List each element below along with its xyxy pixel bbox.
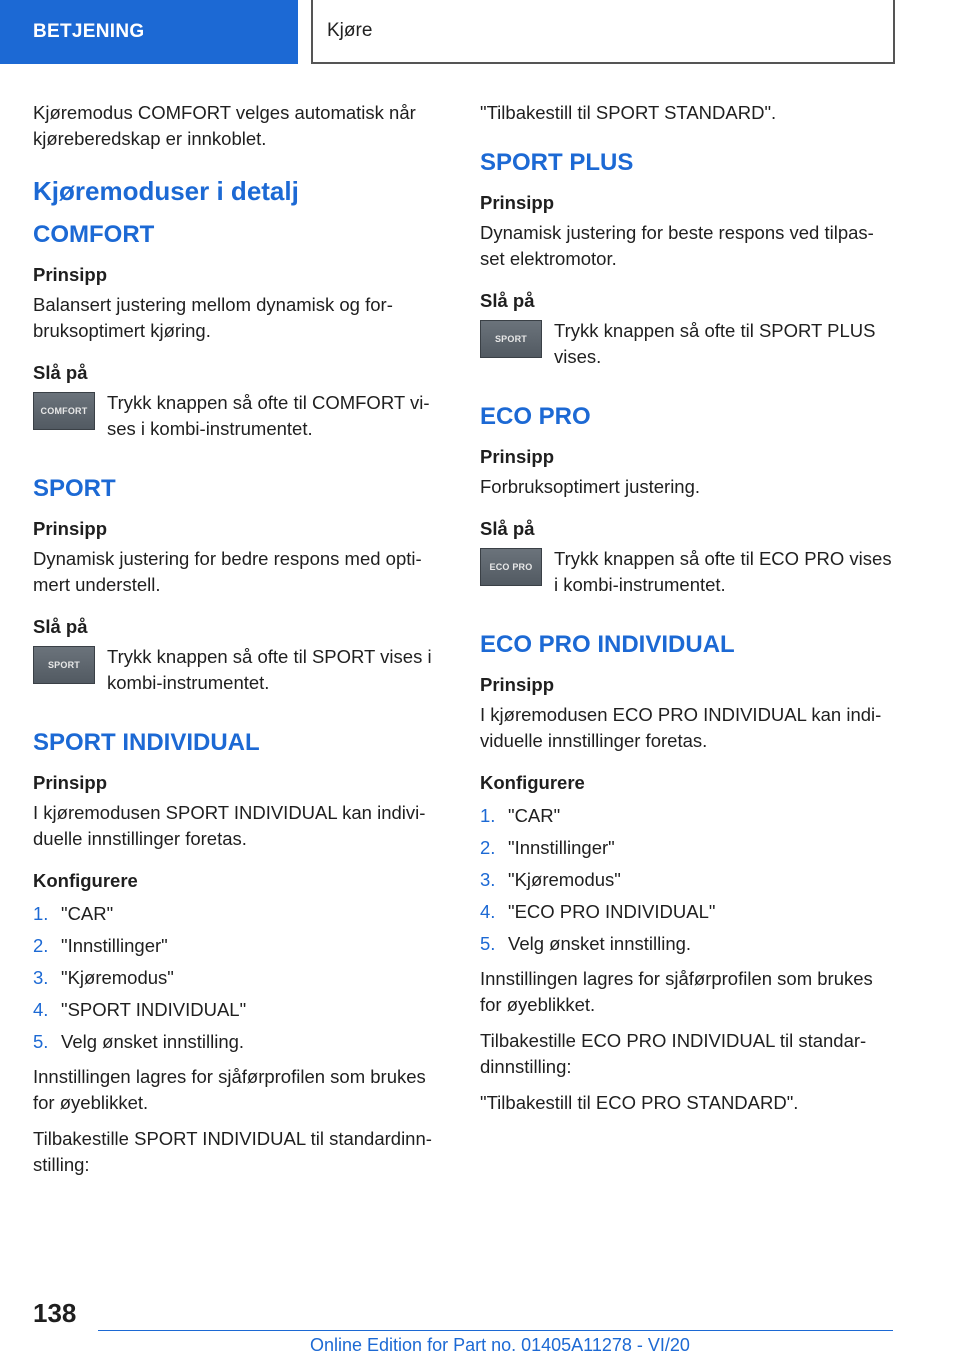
eco-pro-individual-principle-text: I kjøremodusen ECO PRO INDIVIDUAL kan individuelle innstillinger foretas. — [480, 704, 882, 751]
sport-individual-principle-label: Prinsipp — [33, 772, 108, 793]
sport-plus-heading: SPORT PLUS — [480, 149, 634, 176]
footer-divider — [98, 1330, 893, 1331]
list-item: 3. "Kjøremodus" — [33, 967, 174, 988]
page-number: 138 — [33, 1298, 77, 1328]
left-column — [33, 100, 445, 1188]
sport-individual-steps — [33, 898, 445, 1058]
main-heading: Kjøremoduser i detalj — [33, 176, 299, 206]
eco-pro-button-icon: ECO PRO — [480, 548, 542, 586]
eco-pro-on-text: Trykk knappen så ofte til ECO PRO vises i kombi-instrumentet. — [554, 548, 892, 595]
topic-header: Kjøre — [311, 0, 895, 64]
reset-continuation: "Tilbakestill til SPORT STANDARD". — [480, 102, 777, 123]
list-item: 1. "CAR" — [480, 805, 561, 826]
sport-button-icon: SPORT — [33, 646, 95, 684]
eco-pro-individual-saved-text: Innstillingen lagres for sjåførprofilen som brukes for øyeblikket. — [480, 968, 873, 1015]
footer-edition: Online Edition for Part no. 01405A11278 - VI/20 — [310, 1335, 690, 1355]
sport-plus-button-icon: SPORT — [480, 320, 542, 358]
eco-pro-individual-principle-label: Prinsipp — [480, 674, 555, 695]
comfort-button-icon: COMFORT — [33, 392, 95, 430]
section-header: BETJENING — [0, 0, 298, 64]
sport-individual-reset-text: Tilbakestille SPORT INDIVIDUAL til standardinnstilling: — [33, 1128, 432, 1175]
sport-heading: SPORT — [33, 475, 116, 502]
sport-on-text: Trykk knappen så ofte til SPORT vises i kombi-instrumentet. — [107, 646, 432, 693]
sport-on-label: Slå på — [33, 616, 88, 637]
eco-pro-on-label: Slå på — [480, 518, 535, 539]
eco-pro-individual-heading: ECO PRO INDIVIDUAL — [480, 631, 735, 658]
eco-pro-individual-reset-value: "Tilbakestill til ECO PRO STANDARD". — [480, 1092, 799, 1113]
list-item: 4. "SPORT INDIVIDUAL" — [33, 999, 247, 1020]
sport-individual-principle-text: I kjøremodusen SPORT INDIVIDUAL kan individuelle innstillinger foretas. — [33, 802, 426, 849]
list-item: 1. "CAR" — [33, 903, 114, 924]
list-item: 5. Velg ønsket innstilling. — [33, 1031, 245, 1052]
eco-pro-principle-text: Forbruksoptimert justering. — [480, 476, 701, 497]
eco-pro-heading: ECO PRO — [480, 403, 591, 430]
eco-pro-individual-steps — [480, 800, 892, 960]
comfort-principle-label: Prinsipp — [33, 264, 108, 285]
sport-plus-principle-label: Prinsipp — [480, 192, 555, 213]
list-item: 2. "Innstillinger" — [480, 837, 615, 858]
sport-plus-on-label: Slå på — [480, 290, 535, 311]
comfort-on-label: Slå på — [33, 362, 88, 383]
sport-plus-on-text: Trykk knappen så ofte til SPORT PLUS vises. — [554, 320, 876, 367]
sport-principle-label: Prinsipp — [33, 518, 108, 539]
list-item: 5. Velg ønsket innstilling. — [480, 933, 692, 954]
sport-individual-config-label: Konfigurere — [33, 870, 138, 891]
sport-individual-saved-text: Innstillingen lagres for sjåførprofilen som brukes for øyeblikket. — [33, 1066, 426, 1113]
sport-plus-instruction — [480, 318, 892, 370]
right-column — [480, 100, 892, 1126]
list-item: 2. "Innstillinger" — [33, 935, 168, 956]
list-item: 3. "Kjøremodus" — [480, 869, 621, 890]
eco-pro-principle-label: Prinsipp — [480, 446, 555, 467]
eco-pro-individual-reset-text: Tilbakestille ECO PRO INDIVIDUAL til standardinnstilling: — [480, 1030, 867, 1077]
sport-plus-principle-text: Dynamisk justering for beste respons ved tilpasset elektromotor. — [480, 222, 874, 269]
intro-text: Kjøremodus COMFORT velges automatisk når kjøreberedskap er innkoblet. — [33, 102, 416, 149]
comfort-instruction — [33, 390, 445, 442]
comfort-heading: COMFORT — [33, 221, 155, 248]
comfort-on-text: Trykk knappen så ofte til COMFORT vises i kombi-instrumentet. — [107, 392, 430, 439]
sport-principle-text: Dynamisk justering for bedre respons med optimert understell. — [33, 548, 422, 595]
eco-pro-individual-config-label: Konfigurere — [480, 772, 585, 793]
list-item: 4. "ECO PRO INDIVIDUAL" — [480, 901, 716, 922]
sport-instruction — [33, 644, 445, 696]
comfort-principle-text: Balansert justering mellom dynamisk og forbruksoptimert kjøring. — [33, 294, 393, 341]
eco-pro-instruction — [480, 546, 892, 598]
sport-individual-heading: SPORT INDIVIDUAL — [33, 729, 260, 756]
